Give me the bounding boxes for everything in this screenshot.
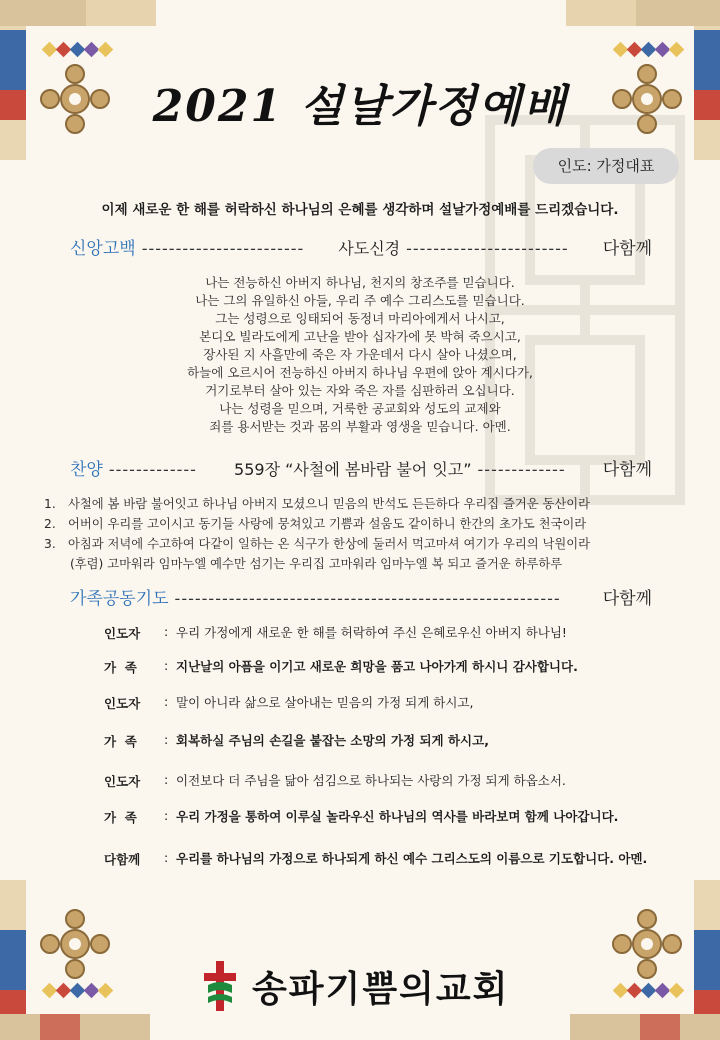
hymn-refrain: (후렴) 고마워라 임마누엘 예수만 섬기는 우리집 고마워라 임마누엘 복 되고 즐거운 하루하루 <box>70 557 563 571</box>
divider-dashes: --------------------------------------------------------- <box>174 589 561 608</box>
creed-line: 나는 성령을 믿으며, 거룩한 공교회와 성도의 교제와 <box>219 401 501 416</box>
prayer-participants: 다함께 <box>602 589 652 609</box>
creed-line: 거기로부터 살아 있는 자와 죽은 자를 심판하러 오십니다. <box>205 383 515 398</box>
creed-line: 본디오 빌라도에게 고난을 받아 십자가에 못 박혀 죽으시고, <box>199 329 521 344</box>
knot-ornament-icon <box>36 905 114 983</box>
prayer-line: 우리를 하나님의 가정으로 하나되게 하신 예수 그리스도의 이름으로 기도합니다. 아멘. <box>176 851 648 866</box>
hymn-label: 찬양 <box>70 460 103 480</box>
prayer-speaker: 인도자 <box>104 774 141 789</box>
divider-dashes: ------------------------ <box>406 239 569 258</box>
hymn-verse <box>44 494 694 514</box>
creed-line: 나는 그의 유일하신 아들, 우리 주 예수 그리스도를 믿습니다. <box>195 293 525 308</box>
knot-ornament-icon <box>608 905 686 983</box>
colon: : <box>164 732 169 747</box>
creed-line: 죄를 용서받는 것과 몸의 부활과 영생을 믿습니다. 아멘. <box>209 419 511 434</box>
creed-text <box>0 274 720 436</box>
verse-text: 사철에 봄 바람 불어잇고 하나님 아버지 모셨으니 믿음의 반석도 든든하다 우리집 즐거운 동산이라 <box>68 497 591 511</box>
prayer-speaker: 다함께 <box>104 852 141 867</box>
prayer-line: 지난날의 아픔을 이기고 새로운 희망을 품고 나아가게 하시니 감사합니다. <box>176 659 578 674</box>
prayer-row <box>104 850 684 868</box>
divider-dashes: ------------- <box>108 460 197 479</box>
colon: : <box>164 772 169 787</box>
prayer-speaker: 가 족 <box>104 660 137 675</box>
hymn-participants: 다함께 <box>602 460 652 480</box>
prayer-line: 우리 가정을 통하여 이루실 놀라우신 하나님의 역사를 바라보며 함께 나아갑니다. <box>176 809 619 824</box>
prayer-line: 우리 가정에게 새로운 한 해를 허락하여 주신 은혜로우신 아버지 하나님! <box>176 625 567 640</box>
leader-badge: 인도: 가정대표 <box>533 148 679 184</box>
creed-section-header <box>70 234 652 259</box>
intro-text: 이제 새로운 한 해를 허락하신 하나님의 은혜를 생각하며 설날가정예배를 드리겠습니다. <box>101 202 619 218</box>
creed-label: 신앙고백 <box>70 239 136 259</box>
verse-number: 1. <box>44 497 56 511</box>
prayer-line: 말이 아니라 삶으로 살아내는 믿음의 가정 되게 하시고, <box>176 695 474 710</box>
hymn-verse <box>44 534 694 554</box>
hymn-section-header <box>70 455 652 480</box>
divider-dashes: ------------------------ <box>141 239 305 258</box>
diamond-row-decoration <box>615 985 682 996</box>
colon: : <box>164 850 169 865</box>
prayer-speaker: 가 족 <box>104 810 137 825</box>
prayer-speaker: 가 족 <box>104 734 137 749</box>
colon: : <box>164 694 169 709</box>
verse-number: 3. <box>44 537 56 551</box>
prayer-row <box>104 808 684 826</box>
colon: : <box>164 808 169 823</box>
diamond-row-decoration <box>44 44 111 55</box>
divider-dashes: ------------- <box>477 460 566 479</box>
prayer-speaker: 인도자 <box>104 626 141 641</box>
creed-line: 그는 성령으로 잉태되어 동정녀 마리아에게서 나시고, <box>215 311 505 326</box>
prayer-row <box>104 732 684 750</box>
prayer-row <box>104 658 684 676</box>
prayer-line: 이전보다 더 주님을 닮아 섬김으로 하나되는 사랑의 가정 되게 하옵소서. <box>176 773 566 788</box>
prayer-row <box>104 694 684 712</box>
creed-line: 하늘에 오르시어 전능하신 아버지 하나님 우편에 앉아 계시다가, <box>187 365 533 380</box>
prayer-speaker: 인도자 <box>104 696 141 711</box>
diamond-row-decoration <box>44 985 111 996</box>
verse-text: 아침과 저녁에 수고하여 다같이 일하는 온 식구가 한상에 둘러서 먹고마셔 여기가 우리의 낙원이라 <box>68 537 591 551</box>
church-name: 송파기쁨의교회 <box>252 968 510 1010</box>
prayer-row <box>104 772 684 790</box>
church-logo-icon <box>200 959 240 1013</box>
prayer-label: 가족공동기도 <box>70 589 169 609</box>
hymn-title: 559장 “사철에 봄바람 불어 잇고” <box>234 460 472 479</box>
prayer-row <box>104 624 684 642</box>
prayer-line: 회복하실 주님의 손길을 붙잡는 소망의 가정 되게 하시고, <box>176 733 489 748</box>
colon: : <box>164 624 169 639</box>
diamond-row-decoration <box>615 44 682 55</box>
colon: : <box>164 658 169 673</box>
prayer-section-header <box>70 584 652 609</box>
hymn-verses <box>44 494 694 574</box>
creed-line: 장사된 지 사흘만에 죽은 자 가운데서 다시 살아 나셨으며, <box>203 347 517 362</box>
creed-title: 사도신경 <box>338 239 401 258</box>
page-title: 2021 설날가정예배 <box>152 81 568 132</box>
verse-text: 어버이 우리를 고이시고 동기들 사랑에 뭉쳐있고 기쁨과 설움도 같이하니 한간의 초가도 천국이라 <box>68 517 587 531</box>
verse-number: 2. <box>44 517 56 531</box>
church-footer <box>200 958 509 1014</box>
hymn-verse <box>44 514 694 534</box>
creed-participants: 다함께 <box>602 239 652 259</box>
creed-line: 나는 전능하신 아버지 하나님, 천지의 창조주를 믿습니다. <box>205 275 515 290</box>
